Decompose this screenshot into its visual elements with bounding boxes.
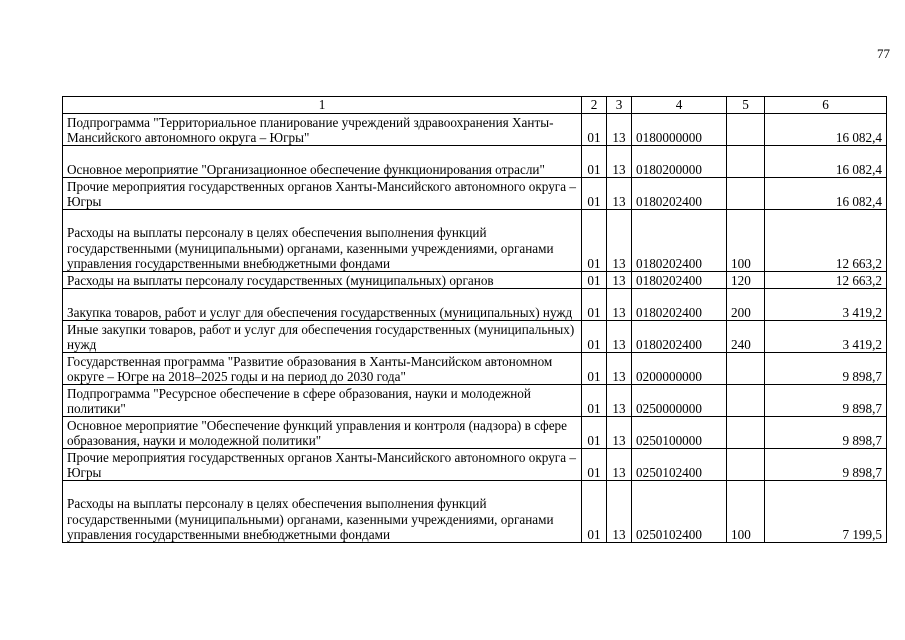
section-code-cell: 01 [582, 210, 607, 272]
table-row [63, 178, 887, 210]
expense-type-cell: 120 [727, 272, 765, 289]
expense-name-cell: Основное мероприятие "Организационное обеспечение функционирования отрасли" [63, 146, 582, 178]
target-article-cell: 0180202400 [632, 272, 727, 289]
section-code-cell: 01 [582, 417, 607, 449]
expense-type-cell [727, 417, 765, 449]
expense-name-cell: Подпрограмма "Территориальное планирование учреждений здравоохранения Ханты-Мансийского автономного округа – Югры" [63, 114, 582, 146]
table-row [63, 449, 887, 481]
expense-name-cell: Прочие мероприятия государственных органов Ханты-Мансийского автономного округа – Югры [63, 178, 582, 210]
amount-cell: 16 082,4 [765, 146, 887, 178]
section-code-cell: 01 [582, 385, 607, 417]
target-article-cell: 0250000000 [632, 385, 727, 417]
table-row [63, 272, 887, 289]
amount-cell: 12 663,2 [765, 272, 887, 289]
section-code-cell: 01 [582, 178, 607, 210]
section-code-cell: 01 [582, 114, 607, 146]
table-row [63, 114, 887, 146]
table-row [63, 385, 887, 417]
header-col-2: 2 [582, 97, 607, 114]
section-code-cell: 01 [582, 289, 607, 321]
amount-cell: 7 199,5 [765, 481, 887, 543]
amount-cell: 16 082,4 [765, 114, 887, 146]
section-code-cell: 01 [582, 321, 607, 353]
section-code-cell: 01 [582, 449, 607, 481]
target-article-cell: 0250100000 [632, 417, 727, 449]
budget-table [62, 96, 887, 543]
expense-name-cell: Подпрограмма "Ресурсное обеспечение в сфере образования, науки и молодежной политики" [63, 385, 582, 417]
table-row [63, 146, 887, 178]
target-article-cell: 0180000000 [632, 114, 727, 146]
amount-cell: 9 898,7 [765, 449, 887, 481]
subsection-code-cell: 13 [607, 353, 632, 385]
amount-cell: 3 419,2 [765, 321, 887, 353]
amount-cell: 9 898,7 [765, 353, 887, 385]
expense-name-cell: Основное мероприятие "Обеспечение функций управления и контроля (надзора) в сфере образования, науки и молодежной политики" [63, 417, 582, 449]
target-article-cell: 0180202400 [632, 178, 727, 210]
expense-name-cell: Закупка товаров, работ и услуг для обеспечения государственных (муниципальных) нужд [63, 289, 582, 321]
target-article-cell: 0250102400 [632, 481, 727, 543]
subsection-code-cell: 13 [607, 417, 632, 449]
expense-name-cell: Иные закупки товаров, работ и услуг для обеспечения государственных (муниципальных) нужд [63, 321, 582, 353]
expense-type-cell: 240 [727, 321, 765, 353]
target-article-cell: 0180200000 [632, 146, 727, 178]
expense-type-cell [727, 178, 765, 210]
header-row [63, 97, 887, 114]
header-col-3: 3 [607, 97, 632, 114]
header-col-1: 1 [63, 97, 582, 114]
expense-type-cell [727, 353, 765, 385]
subsection-code-cell: 13 [607, 449, 632, 481]
target-article-cell: 0200000000 [632, 353, 727, 385]
subsection-code-cell: 13 [607, 272, 632, 289]
expense-type-cell: 200 [727, 289, 765, 321]
expense-type-cell [727, 146, 765, 178]
expense-type-cell [727, 449, 765, 481]
section-code-cell: 01 [582, 481, 607, 543]
table-row [63, 289, 887, 321]
subsection-code-cell: 13 [607, 481, 632, 543]
expense-name-cell: Расходы на выплаты персоналу в целях обеспечения выполнения функций государственными (муниципальными) органами, казенными учреждениями, органами управления государственными внебюджетными фондами [63, 481, 582, 543]
expense-type-cell: 100 [727, 210, 765, 272]
header-col-5: 5 [727, 97, 765, 114]
amount-cell: 9 898,7 [765, 417, 887, 449]
target-article-cell: 0250102400 [632, 449, 727, 481]
expense-type-cell: 100 [727, 481, 765, 543]
expense-name-cell: Расходы на выплаты персоналу в целях обеспечения выполнения функций государственными (муниципальными) органами, казенными учреждениями, органами управления государственными внебюджетными фондами [63, 210, 582, 272]
subsection-code-cell: 13 [607, 289, 632, 321]
section-code-cell: 01 [582, 353, 607, 385]
expense-name-cell: Прочие мероприятия государственных органов Ханты-Мансийского автономного округа – Югры [63, 449, 582, 481]
amount-cell: 9 898,7 [765, 385, 887, 417]
subsection-code-cell: 13 [607, 114, 632, 146]
table-row [63, 210, 887, 272]
page-number: 77 [877, 46, 890, 61]
table-row [63, 321, 887, 353]
expense-name-cell: Государственная программа "Развитие образования в Ханты-Мансийском автономном округе – Югре на 2018–2025 годы и на период до 2030 года" [63, 353, 582, 385]
target-article-cell: 0180202400 [632, 210, 727, 272]
expense-type-cell [727, 385, 765, 417]
amount-cell: 16 082,4 [765, 178, 887, 210]
table-header [63, 97, 887, 114]
table-row [63, 481, 887, 543]
target-article-cell: 0180202400 [632, 289, 727, 321]
section-code-cell: 01 [582, 272, 607, 289]
expense-name-cell: Расходы на выплаты персоналу государственных (муниципальных) органов [63, 272, 582, 289]
table-row [63, 353, 887, 385]
expense-type-cell [727, 114, 765, 146]
amount-cell: 12 663,2 [765, 210, 887, 272]
table-body [63, 114, 887, 543]
subsection-code-cell: 13 [607, 210, 632, 272]
subsection-code-cell: 13 [607, 321, 632, 353]
table-row [63, 417, 887, 449]
header-col-4: 4 [632, 97, 727, 114]
section-code-cell: 01 [582, 146, 607, 178]
amount-cell: 3 419,2 [765, 289, 887, 321]
subsection-code-cell: 13 [607, 385, 632, 417]
subsection-code-cell: 13 [607, 178, 632, 210]
header-col-6: 6 [765, 97, 887, 114]
subsection-code-cell: 13 [607, 146, 632, 178]
target-article-cell: 0180202400 [632, 321, 727, 353]
